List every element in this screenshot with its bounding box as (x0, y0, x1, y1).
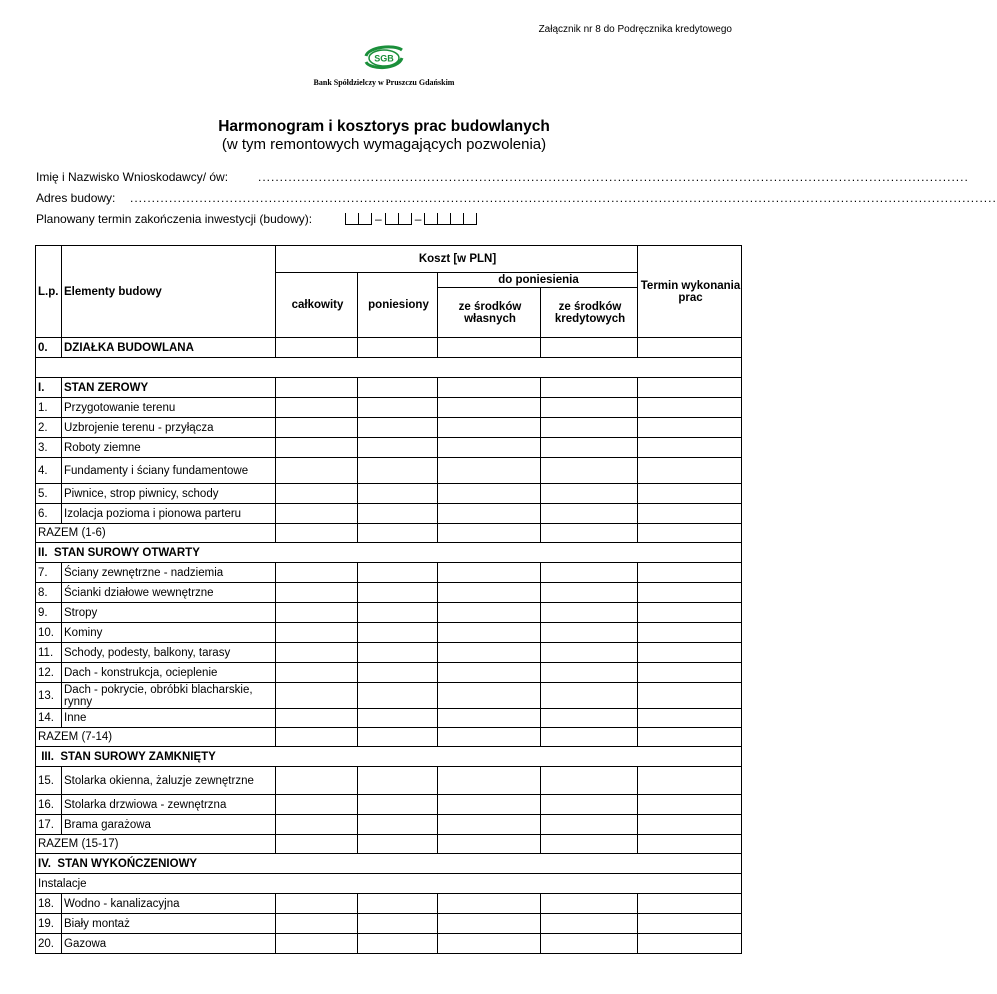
table-row: 7. Ściany zewnętrzne - nadziemia (36, 563, 742, 583)
table-row: 4. Fundamenty i ściany fundamentowe (36, 458, 742, 484)
table-row: 15. Stolarka okienna, żaluzje zewnętrzne (36, 767, 742, 795)
header-lp: L.p. (36, 246, 62, 338)
header-total: całkowity (276, 273, 358, 338)
header-term: Termin wykonania prac (638, 246, 742, 338)
header-to-incur: do poniesienia (438, 273, 638, 288)
table-row: 8. Ścianki działowe wewnętrzne (36, 583, 742, 603)
section-row: IV. STAN WYKOŃCZENIOWY (36, 854, 742, 874)
header-elements: Elementy budowy (62, 246, 276, 338)
table-row: 2. Uzbrojenie terenu - przyłącza (36, 418, 742, 438)
logo-badge-text: SGB (374, 53, 394, 64)
table-row: 5. Piwnice, strop piwnicy, schody (36, 484, 742, 504)
table-row: 13. Dach - pokrycie, obróbki blacharskie, rynny (36, 683, 742, 709)
subtotal-row: RAZEM (7-14) (36, 728, 742, 747)
table-row: 3. Roboty ziemne (36, 438, 742, 458)
address-field[interactable]: ........................................................................................................................................................................................................ (130, 191, 997, 205)
table-row: 16. Stolarka drzwiowa - zewnętrzna (36, 795, 742, 815)
table-row: 11. Schody, podesty, balkony, tarasy (36, 643, 742, 663)
table-row: 6. Izolacja pozioma i pionowa parteru (36, 504, 742, 524)
deadline-label: Planowany termin zakończenia inwestycji (budowy): (36, 212, 313, 226)
applicant-field[interactable]: .................................................................................................................................................................... (258, 170, 969, 184)
annex-note: Załącznik nr 8 do Podręcznika kredytowego (538, 24, 732, 35)
sgb-logo-icon (362, 44, 406, 77)
table-row: 18. Wodno - kanalizacyjna (36, 894, 742, 914)
group-row: Instalacje (36, 874, 742, 894)
deadline-date-field[interactable]: – – (345, 212, 477, 226)
table-row: 20. Gazowa (36, 934, 742, 954)
page-title: Harmonogram i kosztorys prac budowlanych (218, 118, 550, 135)
table-row: 12. Dach - konstrukcja, ocieplenie (36, 663, 742, 683)
page-subtitle: (w tym remontowych wymagających pozwolenia) (221, 136, 547, 153)
header-incurred: poniesiony (358, 273, 438, 338)
table-row: 0. DZIAŁKA BUDOWLANA (36, 338, 742, 358)
bank-logo (0, 44, 768, 87)
subtotal-row: RAZEM (15-17) (36, 835, 742, 854)
header-own-funds: ze środków własnych (438, 288, 541, 338)
schedule-table (35, 245, 742, 954)
section-row: II. STAN SUROWY OTWARTY (36, 543, 742, 563)
subtotal-row: RAZEM (1-6) (36, 524, 742, 543)
table-row (36, 358, 742, 378)
section-row: III. STAN SUROWY ZAMKNIĘTY (36, 747, 742, 767)
table-row: 14. Inne (36, 709, 742, 728)
table-row: 1. Przygotowanie terenu (36, 398, 742, 418)
applicant-label: Imię i Nazwisko Wnioskodawcy/ ów: (36, 170, 229, 184)
table-row: 9. Stropy (36, 603, 742, 623)
address-label: Adres budowy: (36, 191, 116, 205)
section-row: I. STAN ZEROWY (36, 378, 742, 398)
bank-name: Bank Spółdzielczy w Pruszczu Gdańskim (313, 78, 455, 87)
table-row: 17. Brama garażowa (36, 815, 742, 835)
table-row: 10. Kominy (36, 623, 742, 643)
header-credit-funds: ze środków kredytowych (541, 288, 638, 338)
header-cost: Koszt [w PLN] (276, 246, 638, 273)
table-row: 19. Biały montaż (36, 914, 742, 934)
